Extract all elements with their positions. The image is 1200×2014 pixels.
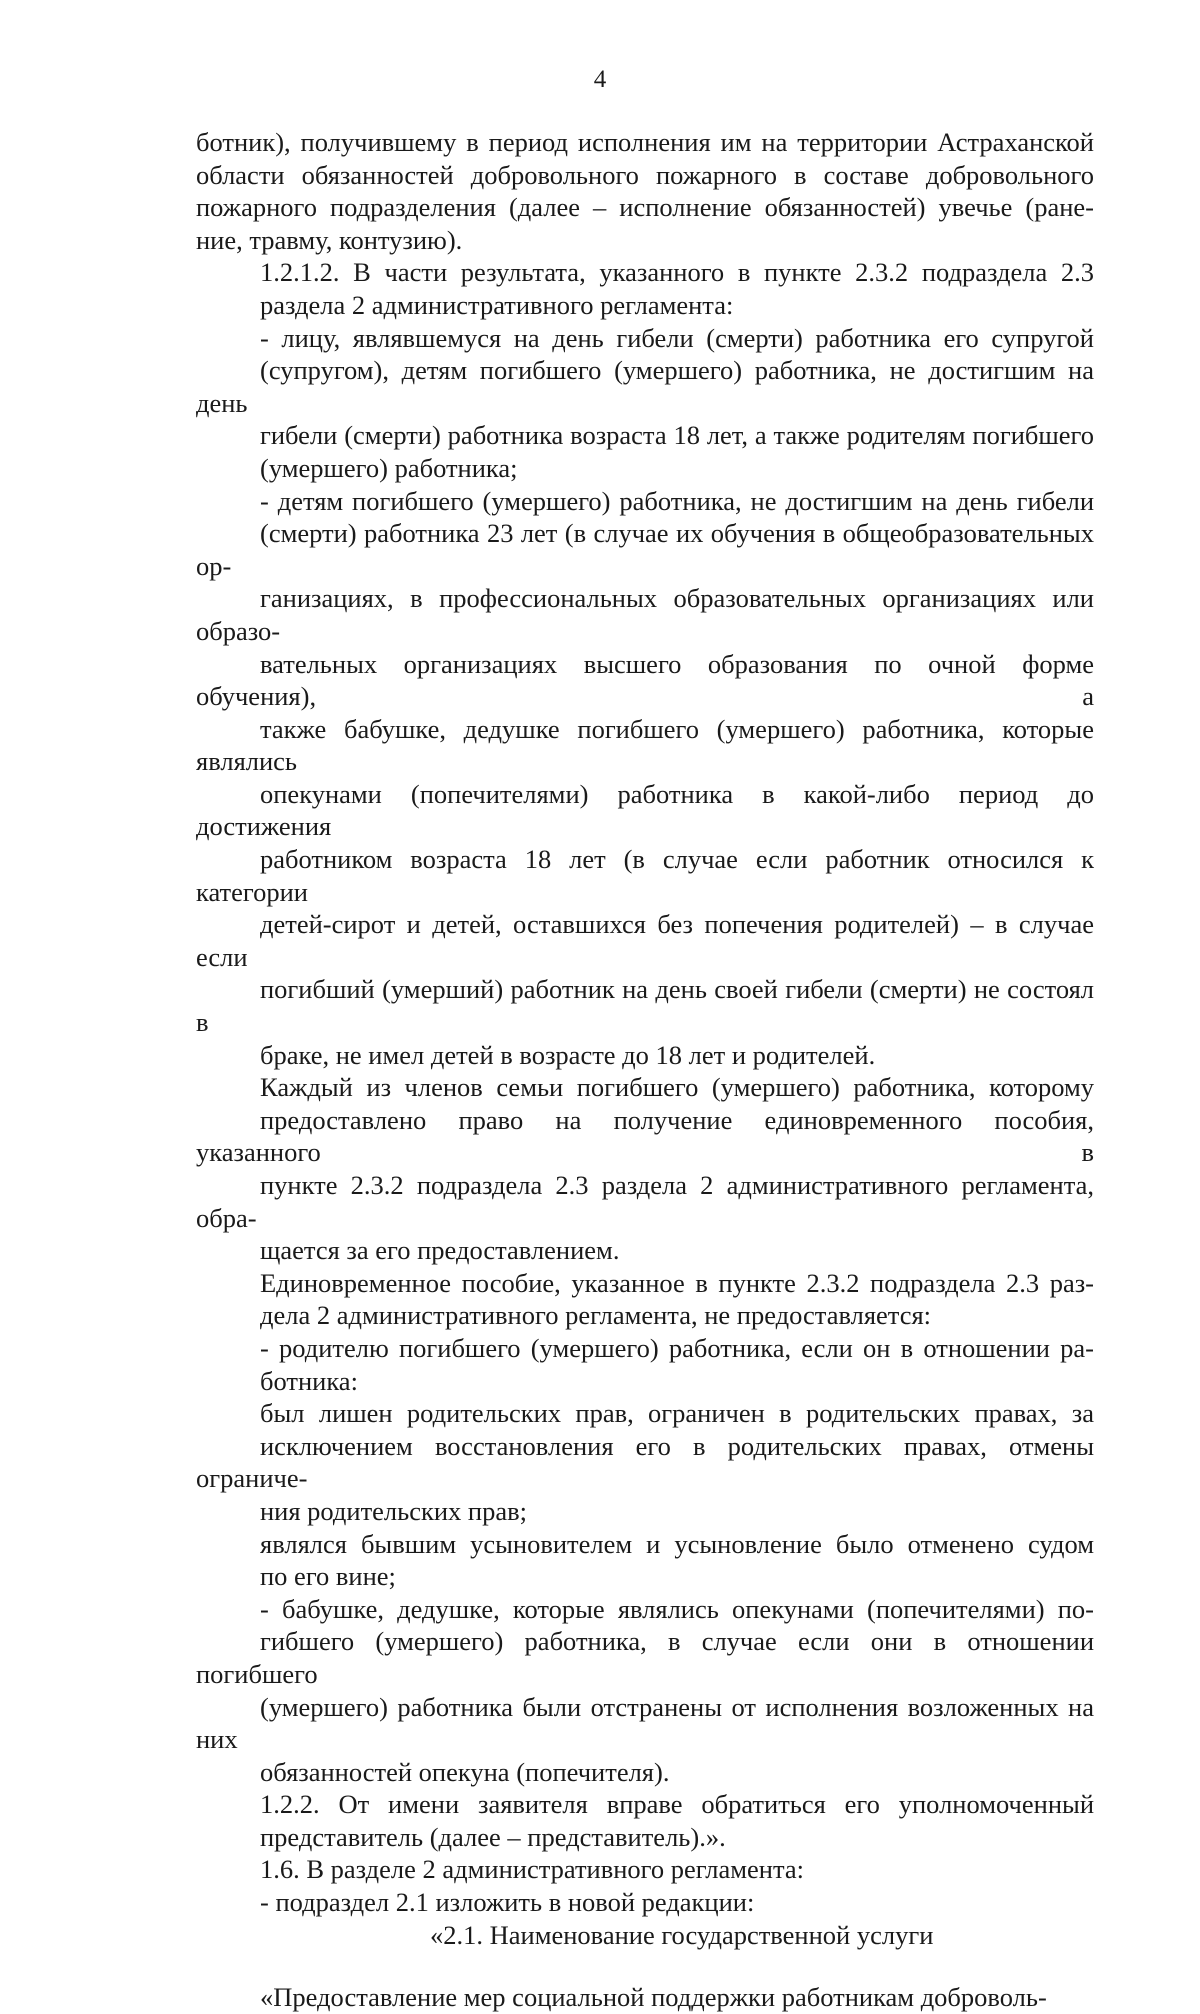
text-line: - бабушке, дедушке, которые являлись опекунами (попечителями) по- — [260, 1593, 1094, 1624]
text-line: «2.1. Наименование государственной услуги — [430, 1919, 934, 1950]
text-line: ботник), получившему в период исполнения им на территории Астраханской — [196, 127, 1094, 157]
document-body — [196, 126, 1094, 2014]
text-line: - подраздел 2.1 изложить в новой редакции: — [260, 1887, 755, 1918]
paragraph — [196, 256, 1094, 321]
text-line: (супругом), детям погибшего (умершего) работника, не достигшим на день — [196, 355, 1094, 418]
text-line: исключением восстановления его в родительских правах, отмены ограниче- — [196, 1430, 1094, 1494]
text-line: ботника: — [260, 1365, 358, 1396]
page-number: 4 — [593, 66, 607, 93]
paragraph — [196, 1332, 1094, 1397]
text-line: обязанностей опекуна (попечителя). — [260, 1756, 670, 1787]
text-line: предоставлено право на получение единовременного пособия, указанного в — [196, 1104, 1094, 1168]
text-line: ния родительских прав; — [260, 1495, 527, 1526]
text-line: детей-сирот и детей, оставшихся без попечения родителей) – в случае если — [196, 909, 1094, 972]
text-line: «Предоставление мер социальной поддержки работникам доброволь- — [260, 1982, 1047, 2013]
text-line: области обязанностей добровольного пожарного в составе добровольного — [196, 159, 1094, 190]
text-line: являлся бывшим усыновителем и усыновление было отменено судом — [260, 1528, 1094, 1559]
paragraph — [196, 322, 1094, 485]
text-line: был лишен родительских прав, ограничен в родительских правах, за — [260, 1398, 1094, 1429]
paragraph — [196, 126, 1094, 256]
text-line: дела 2 административного регламента, не предоставляется: — [260, 1300, 932, 1331]
text-line: опекунами (попечителями) работника в какой-либо период до достижения — [196, 778, 1094, 842]
text-line: ганизациях, в профессиональных образовательных организациях или образо- — [196, 583, 1094, 646]
text-line: представитель (далее – представитель).». — [260, 1821, 726, 1852]
paragraph — [196, 1397, 1094, 1527]
text-line: также бабушке, дедушке погибшего (умершего) работника, которые являлись — [196, 713, 1094, 777]
paragraph — [196, 1267, 1094, 1332]
text-line: (смерти) работника 23 лет (в случае их обучения в общеобразовательных ор- — [196, 518, 1094, 581]
section-heading — [196, 1919, 1094, 1952]
text-line: пункте 2.3.2 подраздела 2.3 раздела 2 административного регламента, обра- — [196, 1170, 1094, 1233]
text-line: (умершего) работника были отстранены от исполнения возложенных на них — [196, 1691, 1094, 1755]
paragraph — [196, 485, 1094, 1072]
paragraph — [196, 1528, 1094, 1593]
text-line: по его вине; — [260, 1561, 396, 1592]
paragraph — [196, 1593, 1094, 1789]
text-line: 1.6. В разделе 2 административного регламента: — [260, 1854, 805, 1885]
text-line: работником возраста 18 лет (в случае если работник относился к категории — [196, 844, 1094, 907]
text-line: (умершего) работника; — [260, 452, 518, 483]
paragraph — [196, 1788, 1094, 1853]
text-line: - детям погибшего (умершего) работника, не достигшим на день гибели — [260, 485, 1094, 516]
text-line: - лицу, являвшемуся на день гибели (смерти) работника его супругой — [260, 322, 1094, 353]
text-line: гибшего (умершего) работника, в случае если они в отношении погибшего — [196, 1626, 1094, 1689]
text-line: 1.2.1.2. В части результата, указанного в пункте 2.3.2 подраздела 2.3 — [260, 257, 1094, 288]
text-line: раздела 2 административного регламента: — [260, 289, 734, 320]
text-line: Единовременное пособие, указанное в пункте 2.3.2 подраздела 2.3 раз- — [260, 1267, 1094, 1298]
text-line: ние, травму, контузию). — [196, 224, 463, 255]
text-line: гибели (смерти) работника возраста 18 лет, а также родителям погибшего — [260, 420, 1094, 451]
text-line: вательных организациях высшего образования по очной форме обучения), а — [196, 648, 1094, 712]
paragraph — [196, 1981, 1094, 2014]
paragraph — [196, 1853, 1094, 1886]
text-line: - родителю погибшего (умершего) работника, если он в отношении ра- — [260, 1332, 1094, 1363]
text-line: погибший (умерший) работник на день своей гибели (смерти) не состоял в — [196, 974, 1094, 1038]
text-line: пожарного подразделения (далее – исполнение обязанностей) увечье (ране- — [196, 192, 1094, 223]
text-line: 1.2.2. От имени заявителя вправе обратиться его уполномоченный — [260, 1789, 1094, 1820]
paragraph — [196, 1071, 1094, 1267]
text-line: Каждый из членов семьи погибшего (умершего) работника, которому — [260, 1072, 1094, 1103]
paragraph — [196, 1886, 1094, 1919]
text-line: браке, не имел детей в возрасте до 18 лет и родителей. — [260, 1039, 876, 1070]
text-line: щается за его предоставлением. — [260, 1235, 620, 1266]
